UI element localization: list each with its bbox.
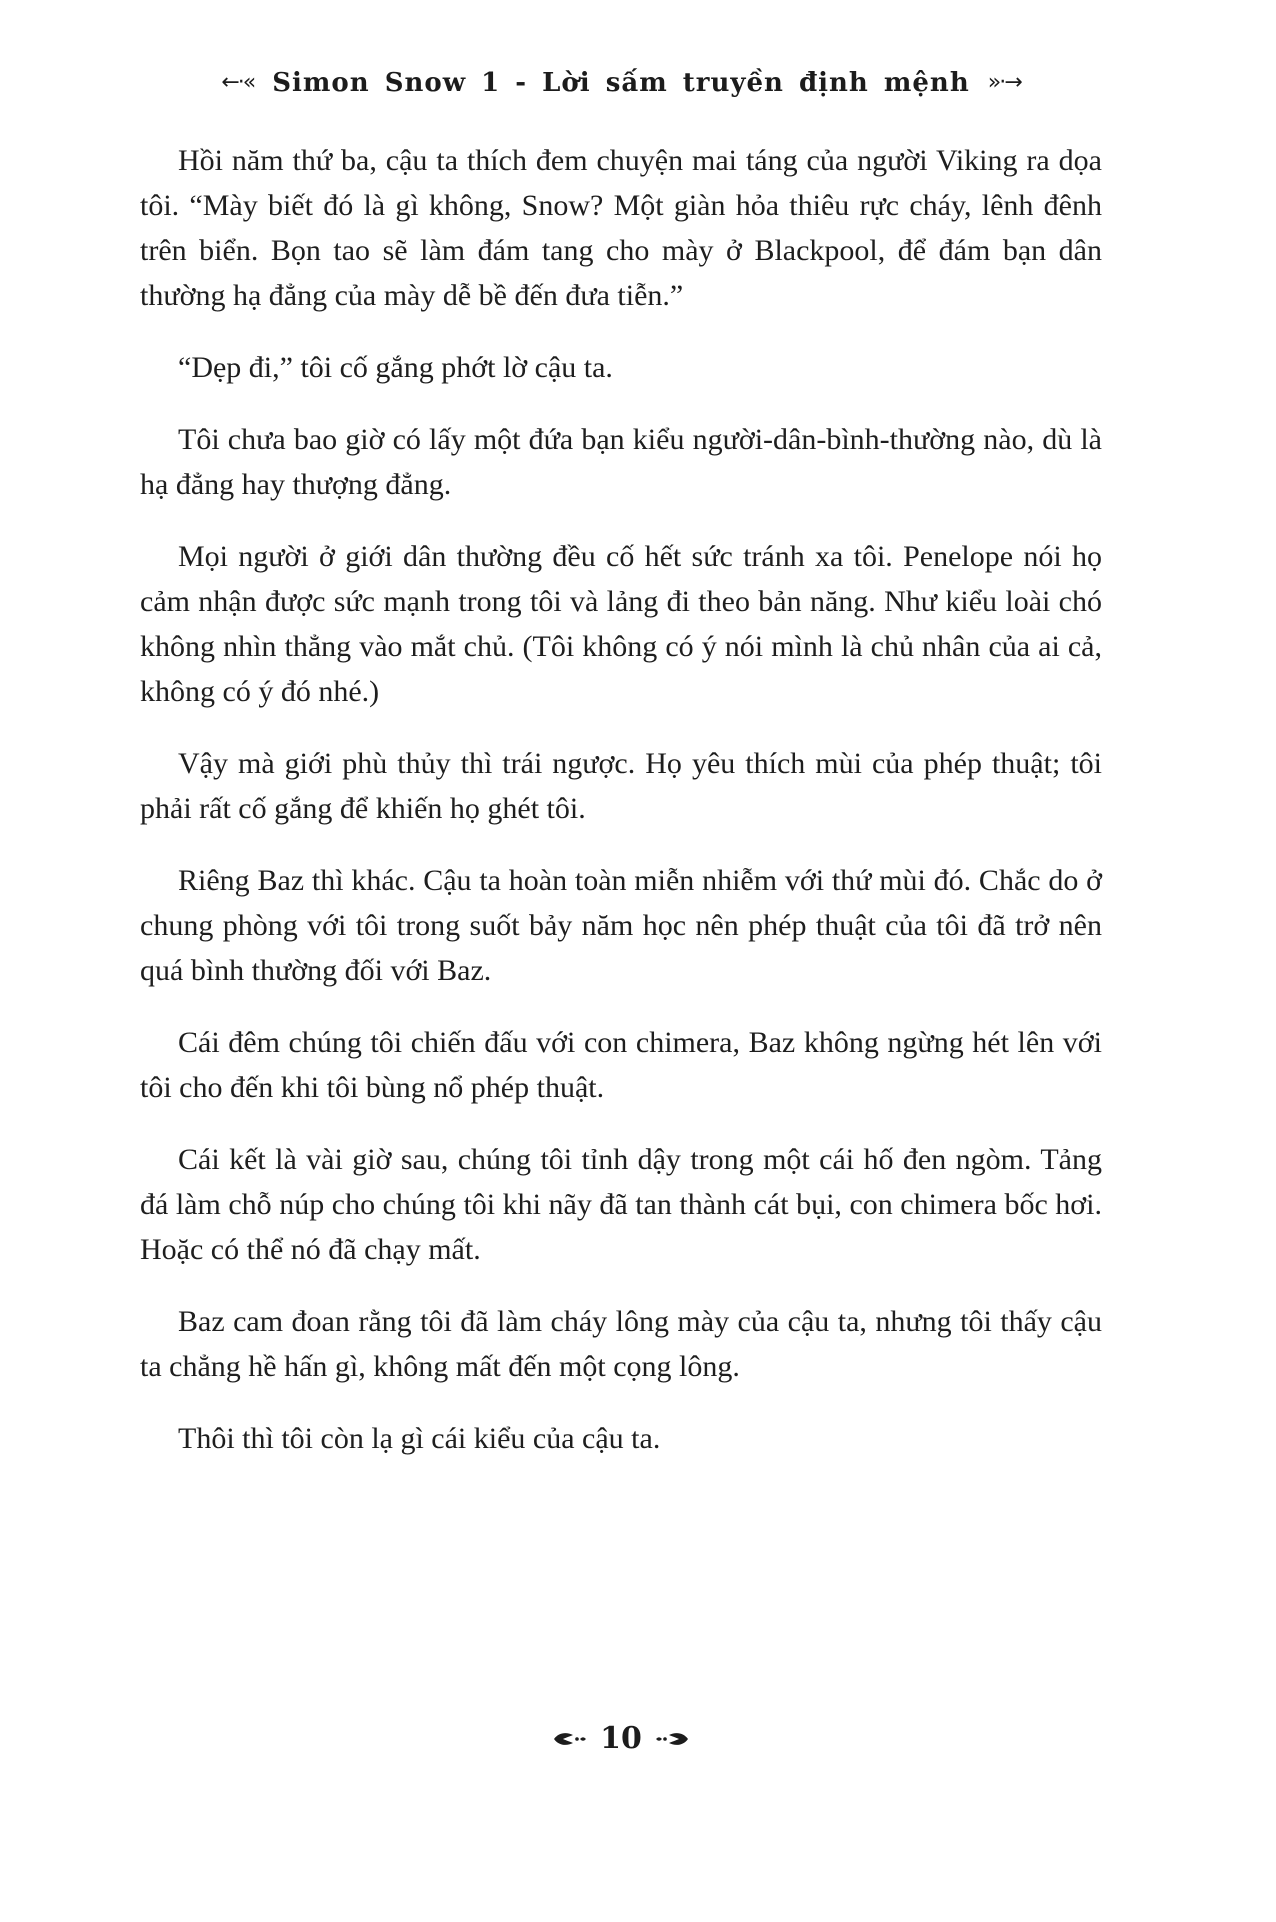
paragraph: Hồi năm thứ ba, cậu ta thích đem chuyện mai táng của người Viking ra dọa tôi. “Mày biết đó là gì không, Snow? Một giàn hỏa thiêu rực cháy, lênh đênh trên biển. Bọn tao sẽ làm đám tang cho mày ở Blackpool, để đám bạn dân thường hạ đẳng của mày dễ bề đến đưa tiễn.” — [140, 144, 1102, 312]
paragraph: Riêng Baz thì khác. Cậu ta hoàn toàn miễn nhiễm với thứ mùi đó. Chắc do ở chung phòng với tôi trong suốt bảy năm học nên phép thuật của tôi đã trở nên quá bình thường đối với Baz. — [140, 864, 1102, 987]
paragraph: Thôi thì tôi còn lạ gì cái kiểu của cậu ta. — [178, 1422, 661, 1455]
paragraph: Vậy mà giới phù thủy thì trái ngược. Họ yêu thích mùi của phép thuật; tôi phải rất cố gắng để khiến họ ghét tôi. — [140, 747, 1102, 825]
paragraph: Tôi chưa bao giờ có lấy một đứa bạn kiểu người-dân-bình-thường nào, dù là hạ đẳng hay thượng đẳng. — [140, 423, 1102, 501]
page-footer — [140, 1722, 1102, 1756]
left-arrow-ornament-icon: ←·« — [221, 70, 255, 95]
fleuron-icon — [656, 1730, 690, 1748]
fleuron-icon — [552, 1730, 586, 1748]
paragraph: Mọi người ở giới dân thường đều cố hết sức tránh xa tôi. Penelope nói họ cảm nhận được sức mạnh trong tôi và lảng đi theo bản năng. Như kiểu loài chó không nhìn thẳng vào mắt chủ. (Tôi không có ý nói mình là chủ nhân của ai cả, không có ý đó nhé.) — [140, 540, 1102, 708]
right-arrow-ornament-icon: »·→ — [987, 70, 1021, 95]
paragraph: “Dẹp đi,” tôi cố gắng phớt lờ cậu ta. — [178, 351, 613, 384]
running-header — [140, 68, 1102, 98]
page-body — [140, 138, 1102, 1488]
page-number: 10 — [600, 1721, 642, 1756]
paragraph: Cái kết là vài giờ sau, chúng tôi tỉnh dậy trong một cái hố đen ngòm. Tảng đá làm chỗ núp cho chúng tôi khi nãy đã tan thành cát bụi, con chimera bốc hơi. Hoặc có thể nó đã chạy mất. — [140, 1143, 1102, 1266]
paragraph: Baz cam đoan rằng tôi đã làm cháy lông mày của cậu ta, nhưng tôi thấy cậu ta chẳng hề hấn gì, không mất đến một cọng lông. — [140, 1305, 1102, 1383]
running-title: Simon Snow 1 - Lời sấm truyền định mệnh — [272, 68, 970, 98]
paragraph: Cái đêm chúng tôi chiến đấu với con chimera, Baz không ngừng hét lên với tôi cho đến khi tôi bùng nổ phép thuật. — [140, 1026, 1102, 1104]
